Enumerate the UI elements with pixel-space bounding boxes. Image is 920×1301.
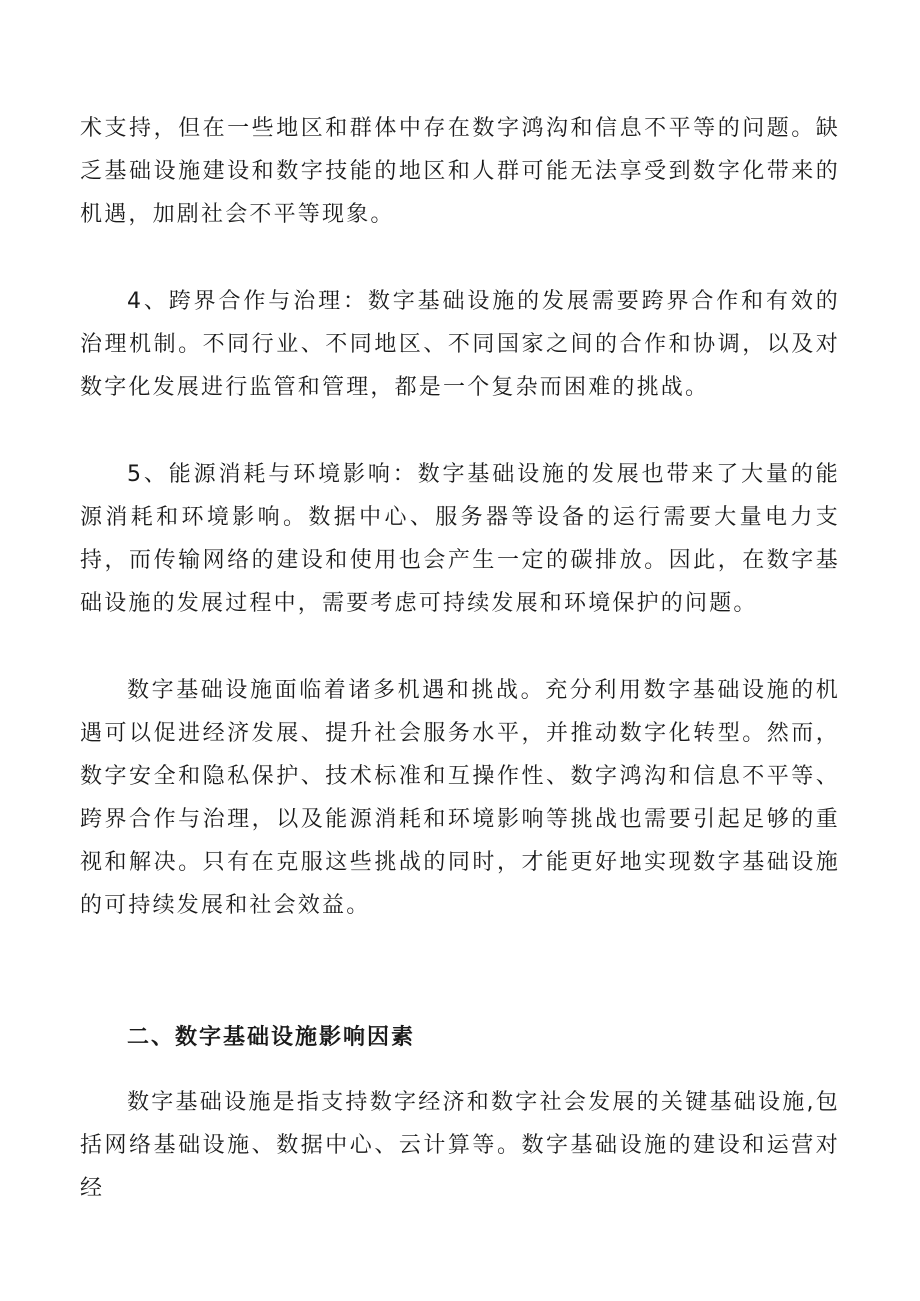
paragraph-cross-border-cooperation: 4、跨界合作与治理：数字基础设施的发展需要跨界合作和有效的治理机制。不同行业、不同地区、不同国家之间的合作和协调，以及对数字化发展进行监管和管理，都是一个复杂而困难的挑战。 (80, 289, 840, 400)
section-heading: 二、数字基础设施影响因素 (127, 1025, 416, 1050)
paragraph-digital-divide-continuation: 术支持，但在一些地区和群体中存在数字鸿沟和信息不平等的问题。缺乏基础设施建设和数字技能的地区和人群可能无法享受到数字化带来的机遇，加剧社会不平等现象。 (80, 116, 840, 227)
paragraph-definition: 数字基础设施是指支持数字经济和数字社会发展的关键基础设施,包括网络基础设施、数据中心、云计算等。数字基础设施的建设和运营对经 (80, 1090, 840, 1201)
paragraph-summary: 数字基础设施面临着诸多机遇和挑战。充分利用数字基础设施的机遇可以促进经济发展、提升社会服务水平，并推动数字化转型。然而，数字安全和隐私保护、技术标准和互操作性、数字鸿沟和信息不平等、跨界合作与治理，以及能源消耗和环境影响等挑战也需要引起足够的重视和解决。只有在克服这些挑战的同时，才能更好地实现数字基础设施的可持续发展和社会效益。 (80, 678, 840, 918)
paragraph-energy-environment: 5、能源消耗与环境影响：数字基础设施的发展也带来了大量的能源消耗和环境影响。数据中心、服务器等设备的运行需要大量电力支持，而传输网络的建设和使用也会产生一定的碳排放。因此，在数字基础设施的发展过程中，需要考虑可持续发展和环境保护的问题。 (80, 462, 840, 616)
